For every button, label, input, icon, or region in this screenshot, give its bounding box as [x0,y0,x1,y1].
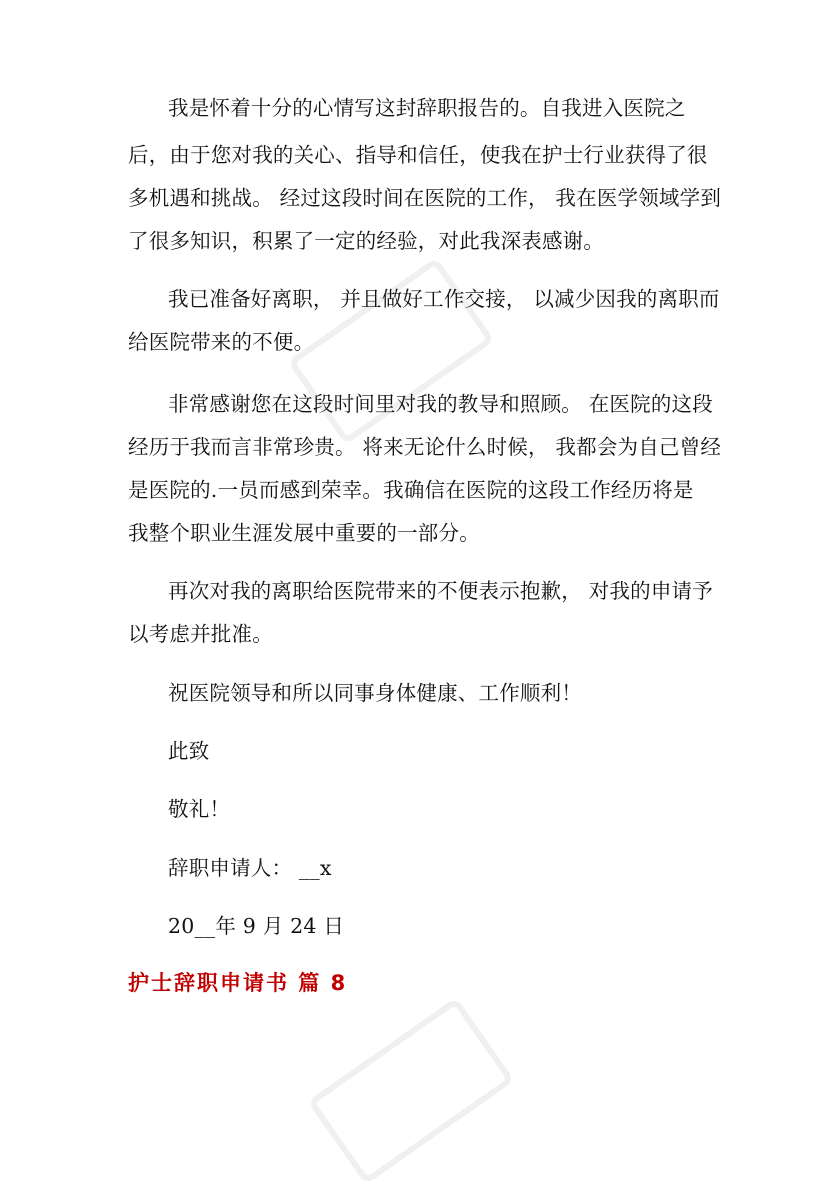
paragraph-2-line-1: 我已准备好离职， 并且做好工作交接， 以减少因我的离职而 [168,287,720,311]
closing-jingli: 敬礼！ [168,797,231,821]
watermark [307,997,515,1185]
paragraph-1-line-4: 了很多知识，积累了一定的经验，对此我深表感谢。 [128,229,605,253]
section-heading: 护士辞职申请书 篇 8 [128,971,348,995]
paragraph-4-line-2: 以考虑并批准。 [128,622,273,646]
paragraph-3-line-1: 非常感谢您在这段时间里对我的教导和照顾。 在医院的这段 [168,392,713,416]
closing-cizhi: 此致 [168,739,210,763]
closing-wishes: 祝医院领导和所以同事身体健康、工作顺利！ [168,681,582,705]
paragraph-1-line-2: 后，由于您对我的关心、指导和信任，使我在护士行业获得了很 [128,143,708,167]
paragraph-4-line-1: 再次对我的离职给医院带来的不便表示抱歉， 对我的申请予 [168,579,713,603]
signature-line: 辞职申请人： __x [168,856,332,880]
paragraph-1-line-1: 我是怀着十分的心情写这封辞职报告的。自我进入医院之 [168,96,686,120]
paragraph-3-line-2: 经历于我而言非常珍贵。 将来无论什么时候， 我都会为自己曾经 [128,435,722,459]
paragraph-3-line-3: 是医院的.一员而感到荣幸。我确信在医院的这段工作经历将是 [128,478,694,502]
paragraph-3-line-4: 我整个职业生涯发展中重要的一部分。 [128,521,480,545]
paragraph-1-line-3: 多机遇和挑战。 经过这段时间在医院的工作， 我在医学领域学到 [128,186,722,210]
date-line: 20__年 9 月 24 日 [168,914,345,938]
paragraph-2-line-2: 给医院带来的不便。 [128,330,315,354]
